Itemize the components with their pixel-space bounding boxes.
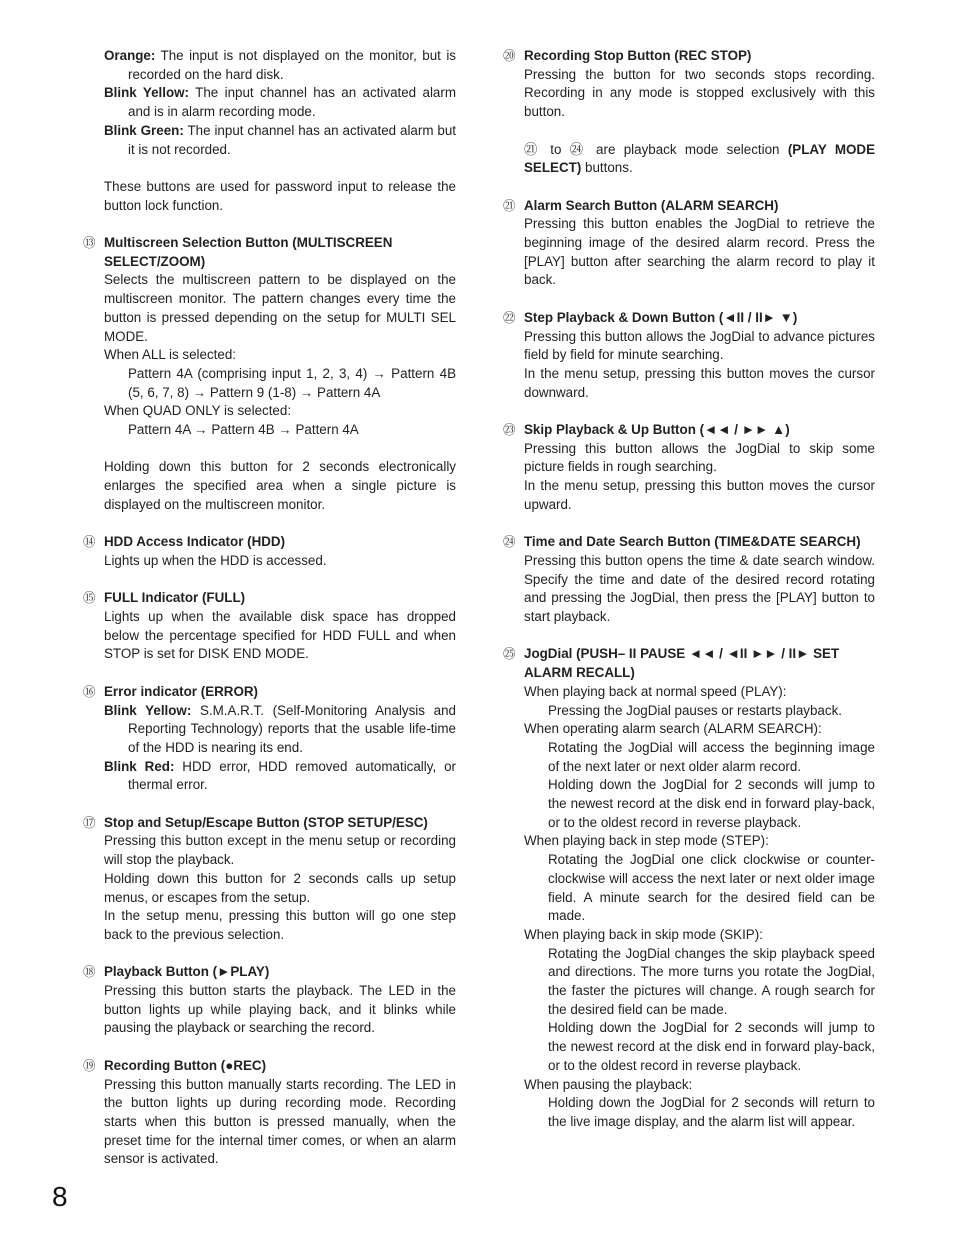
section-25-pause-text: Holding down the JogDial for 2 seconds will return to the live image display, and the alarm list will appear. (548, 1095, 875, 1129)
section-22-text-2: In the menu setup, pressing this button moves the cursor downward. (524, 365, 875, 400)
section-21-text: Pressing this button enables the JogDial to retrieve the beginning image of the desired alarm record. Press the [PLAY] button after searching the alarm record to play it back. (524, 216, 875, 288)
section-number: ⑮ (83, 591, 96, 606)
section-25-skip-label: When playing back in skip mode (SKIP): (524, 926, 763, 942)
section-25-skip-text-2: Holding down the JogDial for 2 seconds will jump to the newest record at the disk end in forward play-back, or to the oldest record in reverse playback. (548, 1020, 875, 1073)
section-18-heading: ⑱ Playback Button (►PLAY) (104, 963, 456, 982)
section-13-text: Selects the multiscreen pattern to be displayed on the multiscreen monitor. The pattern changes every time the button is pressed depending on the setup for MULTI SEL MODE. (104, 272, 456, 344)
section-25-step-label: When playing back in step mode (STEP): (524, 833, 769, 849)
section-21-heading: ㉑ Alarm Search Button (ALARM SEARCH) (524, 197, 875, 216)
section-17-text-3: In the setup menu, pressing this button will go one step back to the previous selection. (104, 908, 456, 942)
section-23-text: Pressing this button allows the JogDial to skip some picture fields in rough searching. (524, 440, 875, 475)
status-def-blink-yellow: Blink Yellow: The input channel has an activated alarm and is in alarm recording mode. (104, 85, 456, 120)
section-number: ⑯ (83, 684, 96, 699)
section-14-heading: ⑭ HDD Access Indicator (HDD) (104, 533, 456, 552)
right-column (503, 47, 876, 1132)
page-number: 8 (52, 1181, 68, 1212)
section-24-heading: ㉔ Time and Date Search Button (TIME&DATE SEARCH) (524, 533, 875, 552)
section-16-heading: ⑯ Error indicator (ERROR) (104, 683, 456, 702)
section-24-text: Pressing this button opens the time & date search window. Specify the time and date of the desired record rotating and pressing the JogDial, then press the [PLAY] button to start playback. (524, 552, 875, 625)
section-17-heading: ⑰ Stop and Setup/Escape Button (STOP SETUP/ESC) (104, 814, 456, 833)
section-25-alarm-text: Rotating the JogDial will access the beginning image of the next later or next older alarm record. (548, 739, 875, 774)
section-19-heading: ⑲ Recording Button (●REC) (104, 1057, 456, 1076)
section-13-quad-label: When QUAD ONLY is selected: (104, 403, 292, 419)
section-25-heading: ㉕ JogDial (PUSH– II PAUSE ◄◄ / ◄II ►► / II► SET ALARM RECALL) (503, 646, 840, 681)
section-13-all-label: When ALL is selected: (104, 347, 236, 363)
section-14-text: Lights up when the HDD is accessed. (104, 552, 327, 568)
section-number: ⑱ (83, 965, 96, 980)
section-25-play-label: When playing back at normal speed (PLAY): (524, 683, 787, 699)
play-mode-note: ㉑ to ㉔ are playback mode selection (PLAY MODE SELECT) buttons. (524, 141, 876, 176)
section-19-text: Pressing this button manually starts recording. The LED in the button lights up during recording mode. Recording starts when this button is pressed manually, when the preset time for the internal timer comes, or when an alarm sensor is activated. (104, 1076, 456, 1167)
section-13-text-2: Holding down this button for 2 seconds electronically enlarges the specified area when a single picture is displayed on the multiscreen monitor. (104, 459, 456, 512)
section-25-step-text: Rotating the JogDial one click clockwise or counter-clockwise will access the next later or next older image field. A minute search for the desired field can be made. (548, 852, 875, 924)
section-22-text: Pressing this button allows the JogDial to advance pictures field by field for minute searching. (524, 328, 875, 363)
section-23-text-2: In the menu setup, pressing this button moves the cursor upward. (524, 478, 875, 512)
section-15-text: Lights up when the available disk space has dropped below the percentage specified for HDD FULL and when STOP is set for DISK END MODE. (104, 609, 456, 662)
section-17-text: Pressing this button except in the menu setup or recording will stop the playback. (104, 833, 456, 868)
section-25-play-text: Pressing the JogDial pauses or restarts playback. (548, 702, 842, 718)
section-25-pause-label: When pausing the playback: (524, 1076, 693, 1092)
section-number: ⑳ (503, 49, 516, 63)
section-25-alarm-label: When operating alarm search (ALARM SEARCH): (524, 721, 822, 737)
status-def-orange: Orange: The input is not displayed on the monitor, but is recorded on the hard disk. (104, 48, 456, 82)
section-16-def-blink-yellow: Blink Yellow: S.M.A.R.T. (Self-Monitoring Analysis and Reporting Technology) reports that the usable life-time of the HDD is nearing its end. (104, 702, 456, 755)
section-22-heading: ㉒ Step Playback & Down Button (◄II / II► ▼) (524, 309, 875, 328)
section-number: ㉔ (503, 535, 516, 550)
section-20-heading: ⑳ Recording Stop Button (REC STOP) (524, 47, 875, 66)
section-18-text: Pressing this button starts the playback. The LED in the button lights up while playing back, and it blinks while pausing the playback or searching the record. (104, 983, 456, 1036)
section-13-heading: ⑬ Multiscreen Selection Button (MULTISCREEN SELECT/ZOOM) (83, 235, 393, 269)
section-number: ⑭ (83, 535, 96, 550)
left-column (83, 47, 457, 1169)
section-25-alarm-text-2: Holding down the JogDial for 2 seconds will jump to the newest record at the disk end in forward play-back, or to the oldest record in reverse playback. (548, 777, 875, 830)
section-number: ⑬ (83, 236, 96, 250)
section-15-heading: ⑮ FULL Indicator (FULL) (104, 589, 456, 608)
section-13-quad-text: Pattern 4A → Pattern 4B → Pattern 4A (128, 422, 359, 438)
status-def-blink-green: Blink Green: The input channel has an activated alarm but it is not recorded. (104, 122, 457, 157)
section-20-text: Pressing the button for two seconds stops recording. Recording in any mode is stopped exclusively with this button. (524, 66, 875, 120)
section-17-text-2: Holding down this button for 2 seconds calls up setup menus, or escapes from the setup. (104, 870, 456, 905)
section-number: ⑰ (83, 815, 96, 830)
section-25-skip-text: Rotating the JogDial changes the skip playback speed and directions. The more turns you rotate the JogDial, the faster the pictures will change. A rough search for the desired field can be made. (548, 945, 875, 1017)
section-23-heading: ㉓ Skip Playback & Up Button (◄◄ / ►► ▲) (524, 421, 875, 440)
section-number: ⑲ (83, 1058, 96, 1073)
section-number: ㉒ (503, 310, 516, 325)
section-13-all-text: Pattern 4A (comprising input 1, 2, 3, 4) → Pattern 4B (5, 6, 7, 8) → Pattern 9 (1-8) → Pattern 4A (128, 365, 456, 400)
section-number: ㉓ (503, 423, 516, 437)
section-number: ㉑ (503, 198, 516, 213)
section-16-def-blink-red: Blink Red: HDD error, HDD removed automatically, or thermal error. (104, 758, 456, 793)
section-number: ㉕ (503, 647, 516, 662)
password-note: These buttons are used for password input to release the button lock function. (104, 178, 456, 213)
